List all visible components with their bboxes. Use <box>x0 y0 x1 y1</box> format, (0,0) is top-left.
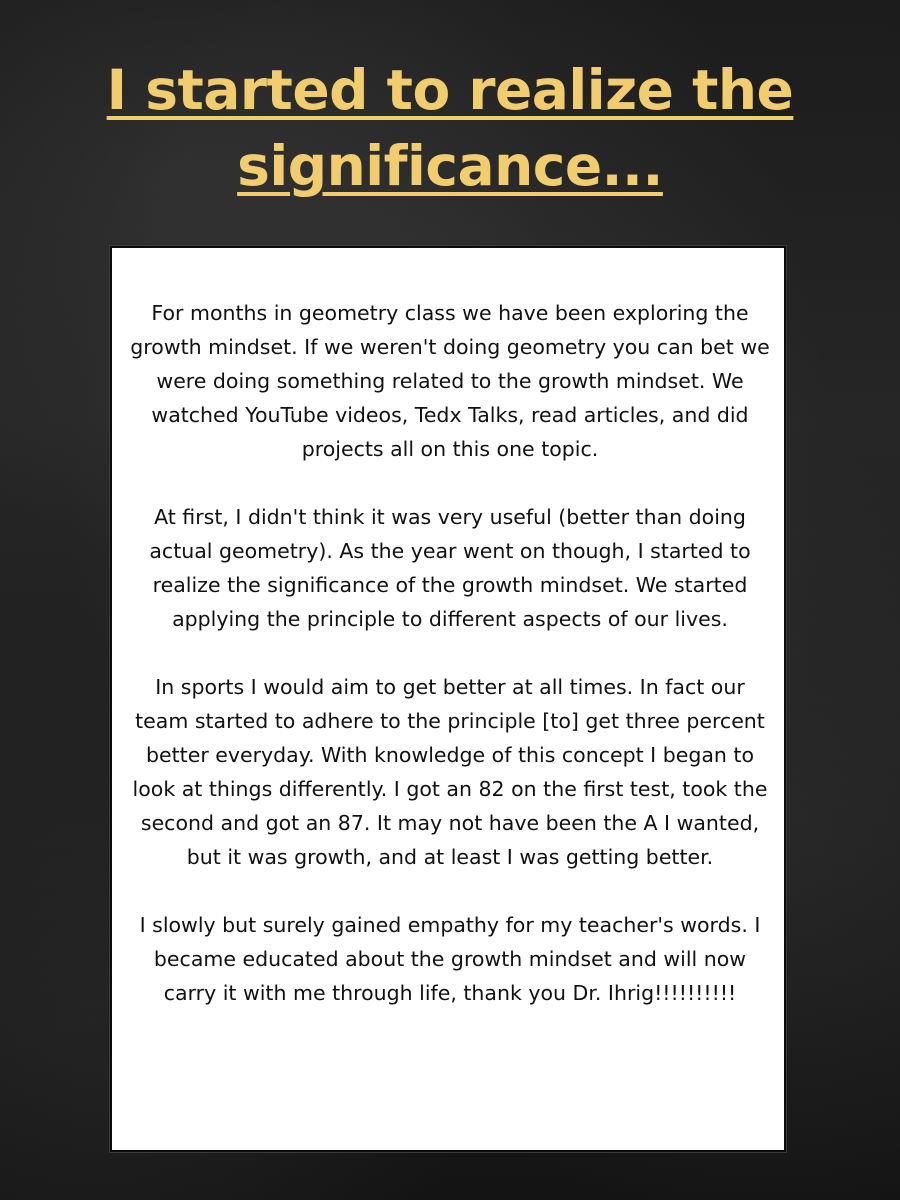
paragraph-realization: At first, I didn't think it was very useful (better than doing actual geometry). As the year went on though, I started to realize the significance of the growth mindset. We started applying the principle to different aspects of our lives. <box>149 505 751 631</box>
page-title-line-2: significance... <box>237 134 663 198</box>
paragraph-intro: For months in geometry class we have been exploring the growth mindset. If we weren't doing geometry you can bet we were doing something related to the growth mindset. We watched YouTube videos, Tedx Talks, read articles, and did projects all on this one topic. <box>130 301 770 461</box>
page-title <box>0 52 900 204</box>
text-card <box>110 246 786 1152</box>
text-card-body <box>126 296 774 1010</box>
page-title-line-1: I started to realize the <box>106 58 794 122</box>
paragraph-sports: In sports I would aim to get better at all times. In fact our team started to adhere to the principle [to] get three percent better everyday. With knowledge of this concept I began to look at things differently. I got an 82 on the first test, took the second and got an 87. It may not have been the A I wanted, but it was growth, and at least I was getting better. <box>132 675 768 869</box>
paragraph-conclusion: I slowly but surely gained empathy for my teacher's words. I became educated about the growth mindset and will now carry it with me through life, thank you Dr. Ihrig!!!!!!!!!! <box>139 913 761 1005</box>
